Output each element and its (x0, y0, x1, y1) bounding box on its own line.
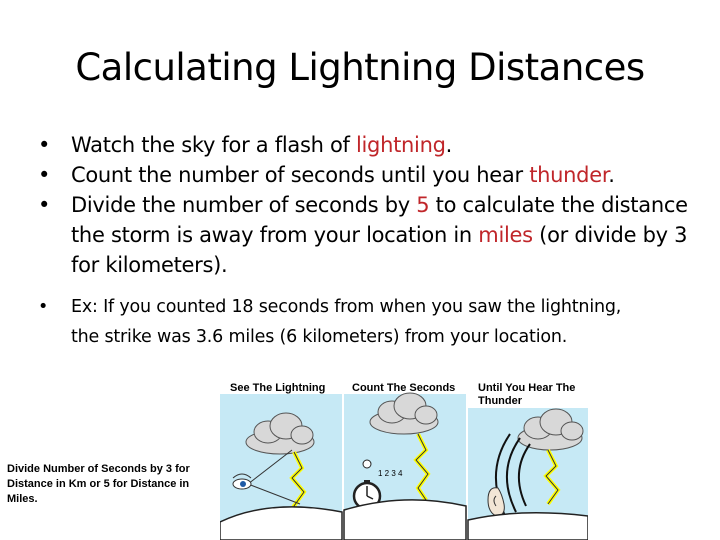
conversion-caption: Divide Number of Seconds by 3 for Distance in Km or 5 for Distance in Miles. (7, 463, 190, 505)
panel-label-see: See The Lightning (230, 382, 326, 394)
bullet-watch-sky: • Watch the sky for a flash of lightning. (38, 130, 698, 160)
ground-hill (468, 513, 588, 540)
seconds-counter: 1 2 3 4 (378, 469, 403, 478)
bullet-divide: • Divide the number of seconds by 5 to calculate the distance the storm is away from your location in miles (or divide by 3 for kilometers). (38, 190, 698, 280)
slide-title: Calculating Lightning Distances (75, 46, 645, 89)
bullet-list (38, 130, 698, 352)
miles-keyword: miles (478, 223, 533, 247)
thunder-keyword: thunder (529, 163, 609, 187)
lightning-illustration (220, 380, 588, 540)
bullet-example: • Ex: If you counted 18 seconds from when you saw the lightning, the strike was 3.6 miles (6 kilometers) from your location. (38, 292, 698, 352)
bullet-count-seconds: • Count the number of seconds until you hear thunder. (38, 160, 698, 190)
lightning-keyword: lightning (355, 133, 446, 157)
panel-label-thunder: Until You Hear The Thunder (478, 382, 576, 407)
panel-label-count: Count The Seconds (352, 382, 456, 394)
ground-hill (344, 500, 466, 540)
five-keyword: 5 (416, 193, 430, 217)
